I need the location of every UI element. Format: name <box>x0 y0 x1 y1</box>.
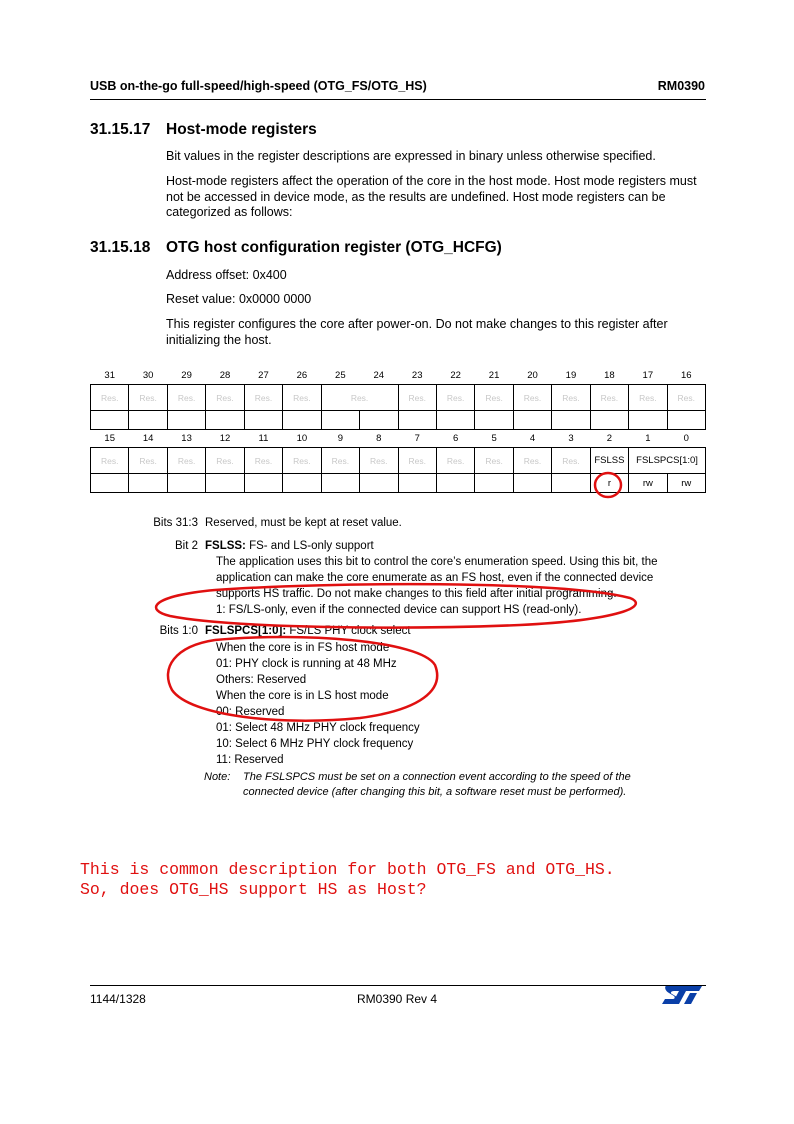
document-revision: RM0390 Rev 4 <box>357 992 438 1006</box>
fslss-field: FSLSS <box>590 448 628 474</box>
register-map-upper <box>90 366 706 430</box>
bit-number: 24 <box>373 369 385 381</box>
bit-number: 29 <box>181 369 192 381</box>
bit-field-title <box>205 623 411 639</box>
bit-number: 0 <box>683 432 689 444</box>
annotation-line: This is common description for both OTG_FS and OTG_HS. <box>80 860 615 879</box>
bit-number: 21 <box>488 369 500 381</box>
reserved-field: Res. <box>590 385 628 411</box>
description-line: 10: Select 6 MHz PHY clock frequency <box>216 738 414 750</box>
access-type: r <box>590 474 628 493</box>
bit-number: 31 <box>104 369 115 381</box>
reserved-field: Res. <box>129 385 167 411</box>
reserved-field: Res. <box>91 385 129 411</box>
bit-number: 18 <box>604 369 615 381</box>
bit-number: 1 <box>645 432 651 444</box>
page-number: 1144/1328 <box>90 992 146 1006</box>
reserved-field: Res. <box>629 385 667 411</box>
reserved-field: Res. <box>667 385 705 411</box>
annotation-question <box>80 860 615 900</box>
fslspcs-description <box>216 640 686 768</box>
bit-number: 17 <box>642 369 654 381</box>
running-header-docid: RM0390 <box>657 79 705 93</box>
bit-number: 23 <box>411 369 423 381</box>
bit-number: 8 <box>376 432 382 444</box>
section-title: OTG host configuration register (OTG_HCFG) <box>166 239 502 256</box>
access-row <box>91 411 706 430</box>
section-number: 31.15.18 <box>90 239 151 256</box>
bit-numbers-row <box>91 366 706 385</box>
description-line: The application uses this bit to control the core’s enumeration speed. Using this bit, the <box>216 556 658 568</box>
bit-range-label: Bit 2 <box>174 540 198 552</box>
reset-value: Reset value: 0x0000 0000 <box>166 292 312 306</box>
access-row <box>91 474 706 493</box>
bit-number: 15 <box>104 432 115 444</box>
fslspcs-field: FSLSPCS[1:0] <box>629 448 706 474</box>
bit-number: 9 <box>337 432 343 444</box>
reserved-field: Res. <box>398 385 436 411</box>
reserved-field: Res. <box>91 448 129 474</box>
field-title: FS- and LS-only support <box>245 540 374 552</box>
running-header-title: USB on-the-go full-speed/high-speed (OTG_FS/OTG_HS) <box>90 79 427 93</box>
bit-number: 10 <box>296 432 308 444</box>
bit-number: 19 <box>565 369 577 381</box>
bit-number: 25 <box>335 369 346 381</box>
fslss-description <box>216 554 686 618</box>
annotation-line: So, does OTG_HS support HS as Host? <box>80 880 427 899</box>
bit-number: 12 <box>219 432 231 444</box>
bit-number: 27 <box>258 369 269 381</box>
field-name: FSLSPCS[1:0]: <box>205 625 287 637</box>
bit-number: 4 <box>529 432 536 444</box>
bit-number: 11 <box>258 432 269 444</box>
note-text <box>243 770 631 800</box>
bit-range-label: Bits 1:0 <box>159 625 198 637</box>
bit-number: 13 <box>181 432 192 444</box>
bit-number: 14 <box>142 432 154 444</box>
paragraph-bit-values: Bit values in the register descriptions are expressed in binary unless otherwise specified. <box>166 149 656 163</box>
reserved-field: Res. <box>206 385 244 411</box>
field-name: FSLSS: <box>205 540 246 552</box>
description-line: supports HS traffic. Do not make changes to this field after initial programming. <box>216 588 617 600</box>
bit-description: Reserved, must be kept at reset value. <box>205 517 402 529</box>
reserved-field: Res. <box>436 448 474 474</box>
bit-numbers-row <box>91 429 706 448</box>
description-line: When the core is in LS host mode <box>216 690 389 702</box>
description-line: 1: FS/LS-only, even if the connected device can support HS (read-only). <box>216 604 582 616</box>
reserved-field: Res. <box>475 448 513 474</box>
reserved-field: Res. <box>321 385 398 411</box>
bit-number: 6 <box>453 432 459 444</box>
bit-number: 3 <box>568 432 574 444</box>
section-number: 31.15.17 <box>90 121 151 138</box>
st-logo-icon <box>660 984 704 1006</box>
description-line: When the core is in FS host mode <box>216 642 390 654</box>
bit-field-title <box>205 538 374 554</box>
reserved-field: Res. <box>436 385 474 411</box>
reserved-field: Res. <box>167 385 205 411</box>
reserved-field: Res. <box>360 448 398 474</box>
note-label: Note: <box>204 771 231 783</box>
footer-rule <box>90 985 706 986</box>
description-line: 00: Reserved <box>216 706 285 718</box>
bit-number: 30 <box>142 369 154 381</box>
bit-number: 22 <box>450 369 461 381</box>
field-names-row <box>91 448 706 474</box>
reserved-field: Res. <box>283 385 321 411</box>
reserved-field: Res. <box>244 448 282 474</box>
bit-number: 26 <box>296 369 308 381</box>
section-title: Host-mode registers <box>166 121 317 138</box>
reserved-field: Res. <box>513 385 551 411</box>
reserved-field: Res. <box>167 448 205 474</box>
note-line: connected device (after changing this bit, a software reset must be performed). <box>243 786 627 798</box>
description-line: 11: Reserved <box>216 754 284 766</box>
access-type: rw <box>667 474 705 493</box>
bit-number: 28 <box>219 369 231 381</box>
reserved-field: Res. <box>206 448 244 474</box>
paragraph-host-mode-registers: Host-mode registers affect the operation of the core in the host mode. Host mode registers must not be accessed in device mode, as the results are undefined. Host mode registers can be categorized as follows: <box>166 174 697 219</box>
reserved-field: Res. <box>475 385 513 411</box>
bit-number: 7 <box>414 432 420 444</box>
field-names-row <box>91 385 706 411</box>
bit-number: 5 <box>491 432 497 444</box>
reserved-field: Res. <box>513 448 551 474</box>
bit-number: 16 <box>680 369 692 381</box>
reserved-field: Res. <box>283 448 321 474</box>
register-map-lower <box>90 429 706 493</box>
section-heading-otg-hcfg <box>90 239 502 257</box>
address-offset: Address offset: 0x400 <box>166 268 287 282</box>
description-line: 01: PHY clock is running at 48 MHz <box>216 658 397 670</box>
reserved-field: Res. <box>321 448 359 474</box>
bit-number: 20 <box>527 369 538 381</box>
description-line: application can make the core enumerate as an FS host, even if the connected device <box>216 572 654 584</box>
bit-number: 2 <box>606 432 613 444</box>
note-line: The FSLSPCS must be set on a connection event according to the speed of the <box>243 771 631 783</box>
header-rule <box>90 99 706 100</box>
reserved-field: Res. <box>552 448 590 474</box>
description-line: Others: Reserved <box>216 674 307 686</box>
bit-range-label: Bits 31:3 <box>153 517 198 529</box>
reserved-field: Res. <box>129 448 167 474</box>
access-type: rw <box>629 474 667 493</box>
reserved-field: Res. <box>244 385 282 411</box>
reserved-field: Res. <box>398 448 436 474</box>
description-line: 01: Select 48 MHz PHY clock frequency <box>216 722 420 734</box>
register-description: This register configures the core after power-on. Do not make changes to this register after initializing the host. <box>166 317 668 347</box>
field-title: FS/LS PHY clock select <box>286 625 411 637</box>
section-heading-host-mode-registers <box>90 121 317 139</box>
reserved-field: Res. <box>552 385 590 411</box>
